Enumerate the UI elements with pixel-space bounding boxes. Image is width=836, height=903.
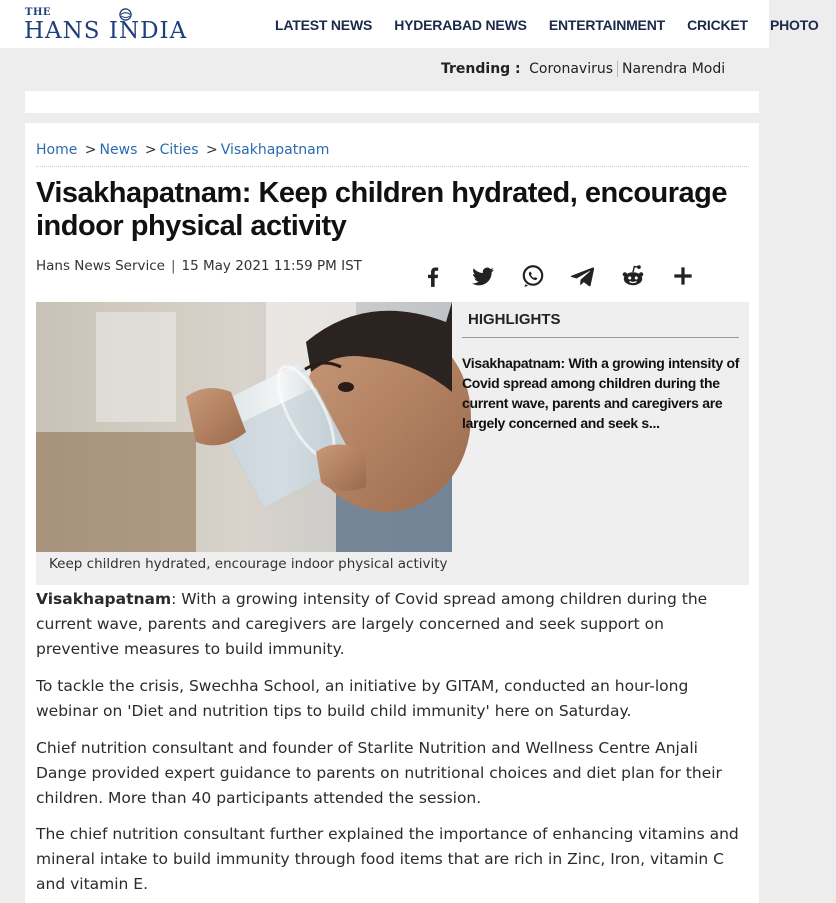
breadcrumb-cities[interactable]: Cities	[159, 142, 199, 158]
twitter-icon[interactable]	[470, 263, 496, 289]
highlights-summary: Visakhapatnam: With a growing intensity of Covid spread among children during the current wave, parents and caregivers are largely concerned and seek s...	[462, 355, 740, 431]
highlights-heading: HIGHLIGHTS	[468, 311, 561, 328]
nav-entertainment[interactable]: ENTERTAINMENT	[548, 17, 665, 33]
nav-cricket[interactable]: CRICKET	[687, 17, 748, 33]
publish-date: 15 May 2021 11:59 PM IST	[181, 258, 362, 274]
article-paragraph-2: To tackle the crisis, Swechha School, an initiative by GITAM, conducted an hour-long webinar on 'Diet and nutrition tips to build child immunity' here on Saturday.	[36, 677, 689, 720]
feature-box	[36, 302, 749, 585]
telegram-icon[interactable]	[570, 263, 596, 289]
nav-hyderabad-news[interactable]: HYDERABAD NEWS	[394, 17, 527, 33]
main-nav	[275, 15, 836, 35]
reddit-icon[interactable]	[620, 263, 646, 289]
byline	[36, 258, 362, 274]
author-name[interactable]: Hans News Service	[36, 258, 165, 274]
dateline: Visakhapatnam	[36, 590, 172, 608]
child-drinking-water-photo	[36, 302, 452, 552]
plus-icon[interactable]	[670, 263, 696, 289]
breadcrumb-home[interactable]: Home	[36, 142, 78, 158]
breadcrumb	[36, 142, 329, 158]
image-caption: Keep children hydrated, encourage indoor physical activity	[49, 556, 448, 572]
nav-latest-news[interactable]: LATEST NEWS	[275, 17, 373, 33]
highlights-divider	[462, 337, 739, 338]
facebook-icon[interactable]	[420, 263, 446, 289]
trending-item-coronavirus[interactable]: Coronavirus	[529, 61, 614, 77]
article-title: Visakhapatnam: Keep children hydrated, encourage indoor physical activity	[36, 177, 728, 242]
article-paragraph-4: The chief nutrition consultant further explained the importance of enhancing vitamins and mineral intake to build immunity through food items that are rich in Zinc, Iron, vitamin C and vitamin E.	[36, 825, 739, 893]
byline-separator: |	[170, 258, 176, 274]
share-bar	[420, 263, 715, 289]
logo-the: THE	[25, 7, 52, 18]
article-paragraph-1	[36, 587, 744, 662]
whatsapp-icon[interactable]	[520, 263, 546, 289]
breadcrumb-separator: >	[84, 142, 97, 158]
site-header	[0, 0, 819, 48]
paragraph-1-text: : With a growing intensity of Covid spread among children during the current wave, parents and caregivers are largely concerned and seek support on preventive measures to build immunity.	[36, 590, 708, 658]
breadcrumb-news[interactable]: News	[99, 142, 138, 158]
logo-wordmark: HANS INDIA	[24, 18, 188, 44]
breadcrumb-divider	[36, 166, 749, 168]
breadcrumb-visakhapatnam[interactable]: Visakhapatnam	[220, 142, 330, 158]
trending-label: Trending :	[441, 61, 521, 77]
nav-photo[interactable]: PHOTO	[769, 17, 819, 33]
trending-bar	[441, 61, 729, 77]
article-image[interactable]	[36, 302, 452, 552]
trending-item-narendra-modi[interactable]: Narendra Modi	[622, 61, 726, 77]
article-card	[25, 123, 759, 903]
ad-strip	[25, 91, 759, 113]
breadcrumb-separator: >	[144, 142, 157, 158]
site-logo[interactable]	[24, 6, 236, 46]
article-paragraph-3: Chief nutrition consultant and founder of Starlite Nutrition and Wellness Centre Anjali Dange provided expert guidance to parents on nutritional choices and diet plan for their children. More than 40 participants attended the session.	[36, 739, 722, 807]
breadcrumb-separator: >	[205, 142, 218, 158]
